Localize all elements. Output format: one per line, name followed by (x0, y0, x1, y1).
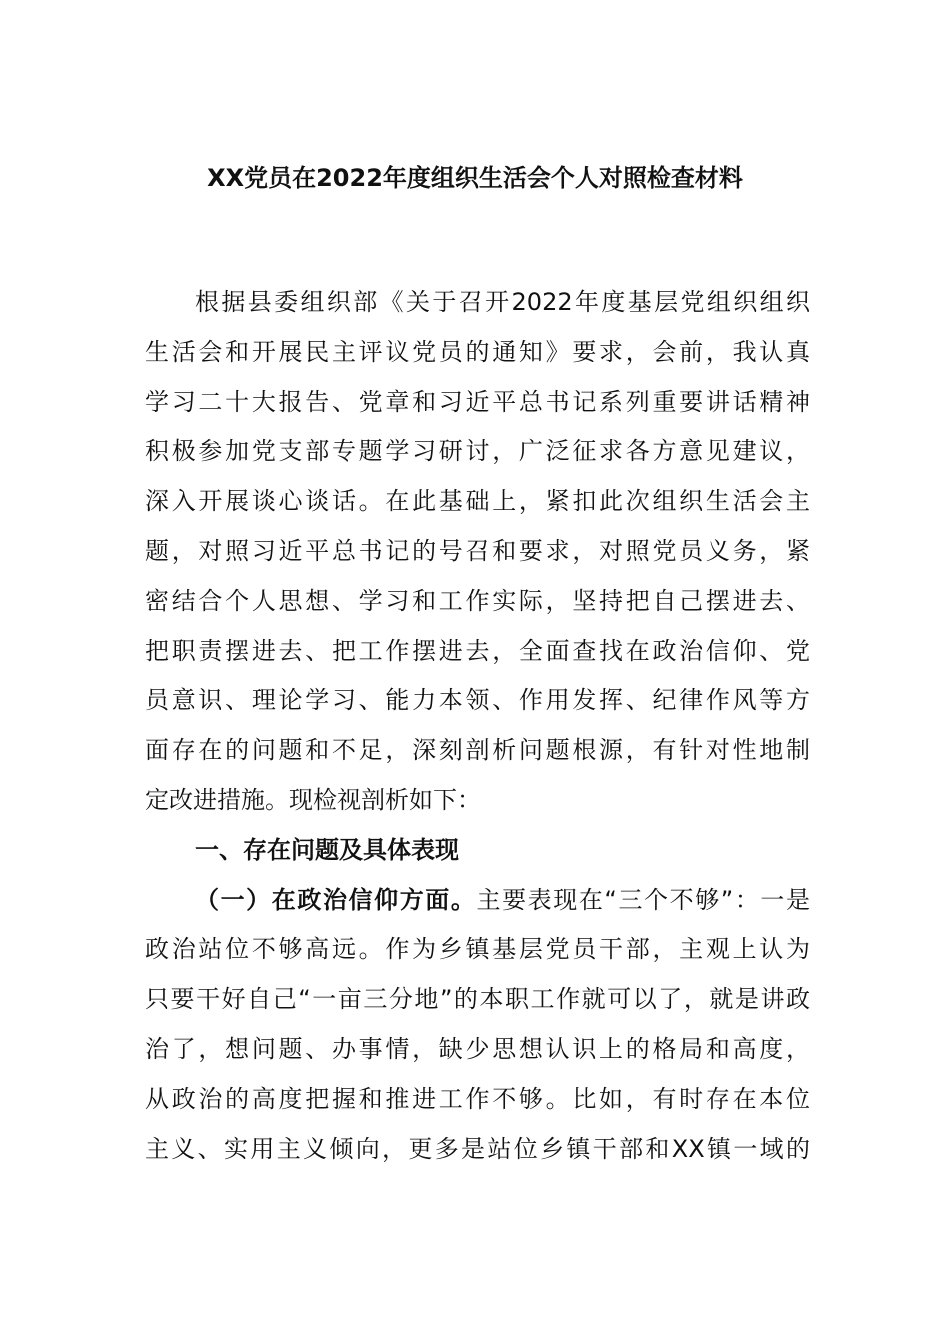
document-title: XX党员在2022年度组织生活会个人对照检查材料 (207, 164, 743, 192)
paragraph-line: 从政治的高度把握和推进工作不够。比如，有时存在本位 (145, 1084, 810, 1113)
paragraph-line: 学习二十大报告、党章和习近平总书记系列重要讲话精神 (145, 387, 810, 416)
paragraph-line: 定改进措施。现检视剖析如下： (145, 785, 481, 814)
section-heading: 一、存在问题及具体表现 (195, 835, 459, 864)
paragraph-line: 密结合个人思想、学习和工作实际，坚持把自己摆进去、 (145, 586, 810, 615)
paragraph-line: 面存在的问题和不足，深刻剖析问题根源，有针对性地制 (145, 736, 810, 765)
subsection-line-text: 主要表现在“三个不够”：一是 (476, 885, 811, 914)
paragraph-line: 员意识、理论学习、能力本领、作用发挥、纪律作风等方 (145, 686, 810, 715)
paragraph-line: 深入开展谈心谈话。在此基础上，紧扣此次组织生活会主 (145, 487, 810, 516)
subsection-heading: （一）在政治信仰方面。 (195, 885, 477, 914)
document-body (145, 278, 810, 1174)
paragraph-line: 只要干好自己“一亩三分地”的本职工作就可以了，就是讲政 (145, 985, 810, 1014)
paragraph-line: 主义、实用主义倾向，更多是站位乡镇干部和XX镇一域的 (145, 1134, 810, 1163)
paragraph-line: 积极参加党支部专题学习研讨，广泛征求各方意见建议， (145, 437, 810, 466)
subsection-first-line (145, 876, 810, 926)
paragraph-line: 题，对照习近平总书记的号召和要求，对照党员义务，紧 (145, 536, 810, 565)
paragraph-line: 把职责摆进去、把工作摆进去，全面查找在政治信仰、党 (145, 636, 810, 665)
paragraph-line: 根据县委组织部《关于召开2022年度基层党组织组织 (195, 288, 810, 316)
paragraph-line: 政治站位不够高远。作为乡镇基层党员干部，主观上认为 (145, 935, 810, 964)
paragraph-line: 治了，想问题、办事情，缺少思想认识上的格局和高度， (145, 1034, 810, 1063)
paragraph-line: 生活会和开展民主评议党员的通知》要求，会前，我认真 (145, 337, 810, 366)
